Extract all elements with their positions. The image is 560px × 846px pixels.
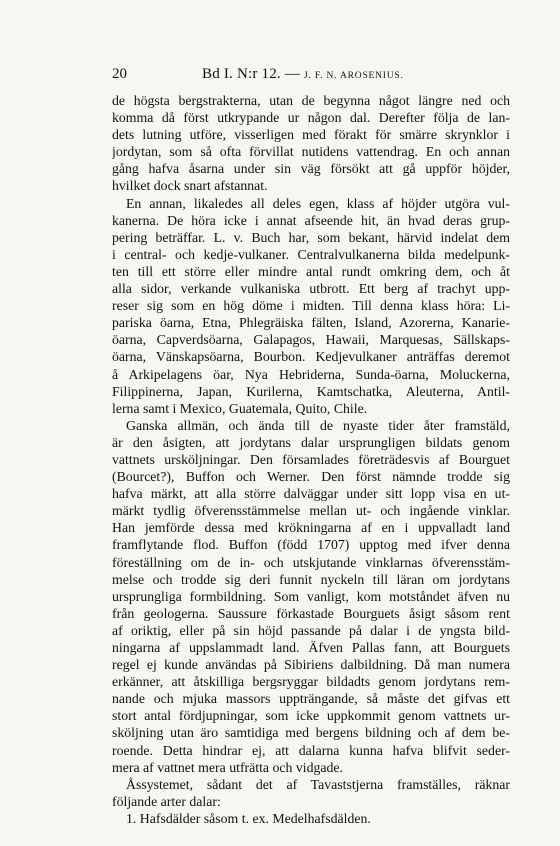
page-header — [112, 66, 502, 84]
text-line: ursprungliga formbildning. Som vanligt, kom motståndet äfven nu — [112, 588, 510, 604]
text-line: roende. Detta hindrar ej, att dalarna kunna hafva blifvit seder- — [112, 742, 510, 758]
text-line: föreställning om de in- och utskjutande vinklarnas öfverensstäm- — [112, 554, 510, 570]
text-line: framflytande flod. Buffon (född 1707) upptog med ifver denna — [112, 537, 510, 553]
text-line: Åssystemet, sådant det af Tavaststjerna framställes, räknar — [126, 776, 510, 792]
text-line: ten till ett större eller mindre antal rundt omkring dem, och åt — [112, 263, 510, 279]
text-line: ningarna af uppslammadt land. Äfven Pallas fann, att Bourguets — [112, 640, 510, 655]
running-title-volume: Bd I. N:r 12. — — [202, 66, 300, 82]
text-line: stort antal fördjupningar, som icke uppkommit genom vattnets ur- — [112, 708, 510, 724]
text-line: sköljning utan äro samtidiga med bergens bildning och af dem be- — [112, 725, 510, 741]
text-line: mera af vattnet mera utfrätta och vidgade. — [112, 759, 343, 775]
text-line: dets lutning utföre, visserligen med förakt för smärre skrynklor i — [112, 127, 510, 143]
text-line: (Bourcet?), Buffon och Werner. Den först nämnde trodde sig — [112, 469, 510, 485]
text-line: jordytan, som så ofta förvillat nutidens vattendrag. En och annan — [112, 144, 510, 160]
text-line: regel ej kunde användas på Sibiriens dalbildning. Då man numera — [112, 657, 510, 673]
text-line: kanerna. De höra icke i annat afseende hit, än hvad deras grup- — [112, 212, 510, 228]
text-line: lerna samt i Mexico, Guatemala, Quito, Chile. — [112, 400, 368, 416]
text-line: Han jemförde dessa med krökningarna af en i uppvalladt land — [112, 520, 510, 536]
text-line: Ganska allmän, och ända till de nyaste tider åter framstäld, — [126, 417, 510, 433]
text-line: melse och trodde sig deri funnit nyckeln till läran om jordytans — [112, 571, 510, 587]
text-line: komma då först utkrypande ur någon dal. Derefter följa de lan- — [112, 110, 510, 126]
text-line: pering beträffar. L. v. Buch har, som bekant, härvid indelat dem — [112, 229, 510, 245]
running-title — [202, 66, 404, 83]
text-line: alla sidor, verkande vulkaniska utbrott. Ett berg af trachyt upp- — [112, 281, 510, 297]
text-line: gång hafva åsarna under sin väg försökt att gå uppför höjder, — [112, 161, 510, 177]
text-line: hafva märkt, att alla större dalväggar under sitt lopp visa en ut- — [112, 486, 510, 502]
text-line: i central- och kedje-vulkaner. Centralvulkanerna bilda medelpunk- — [112, 246, 510, 262]
text-line: reser sig som en hög döme i midten. Till denna klass höra: Li- — [112, 298, 510, 314]
text-line: pariska öarna, Etna, Phlegräiska fälten, Island, Azorerna, Kanarie- — [112, 315, 510, 331]
text-line: öarna, Capverdsöarna, Galapagos, Hawaii, Marquesas, Sällskaps- — [112, 332, 510, 348]
text-line: af oriktig, eller på sin höjd passande på dalar i de yngsta bild- — [112, 622, 510, 638]
text-line: 1. Hafsdälder såsom t. ex. Medelhafsdälden. — [126, 810, 371, 826]
body-text — [112, 92, 510, 827]
text-line: följande arter dalar: — [112, 793, 221, 809]
text-line: å Arkipelagens öar, Nya Hebriderna, Sunda-öarna, Moluckerna, — [112, 366, 510, 382]
text-line: öarna, Vänskapsöarna, Bourbon. Kedjevulkaner anträffas deremot — [112, 349, 510, 365]
text-line: är den åsigten, att jordytans dalar ursprungligen bildats genom — [112, 434, 510, 450]
text-line: Filippinerna, Japan, Kurilerna, Kamtschatka, Aleuterna, Antil- — [112, 383, 510, 399]
text-line: En annan, likaledes all deles egen, klass af höjder utgöra vul- — [126, 195, 510, 211]
text-line: nande och mjuka massors uppträngande, så måste det gifvas ett — [112, 691, 510, 707]
text-line: hvilket dock snart afstannat. — [112, 178, 268, 194]
running-title-author: J. F. N. AROSENIUS. — [304, 71, 404, 81]
page-number: 20 — [112, 66, 127, 82]
text-line: märkt tydlig öfverensstämmelse mellan ut- och ingående vinklar. — [112, 503, 510, 519]
text-line: erkänner, att åtskilliga bergsryggar bildadts genom jordytans rem- — [112, 674, 510, 690]
text-line: från geologerna. Saussure förkastade Bourguets åsigt såsom rent — [112, 605, 510, 621]
text-line: de högsta bergstrakterna, utan de begynna något längre ned och — [112, 93, 510, 108]
text-line: vattnets ursköljningar. Den församlades företrädesvis af Bourguet — [112, 451, 510, 467]
